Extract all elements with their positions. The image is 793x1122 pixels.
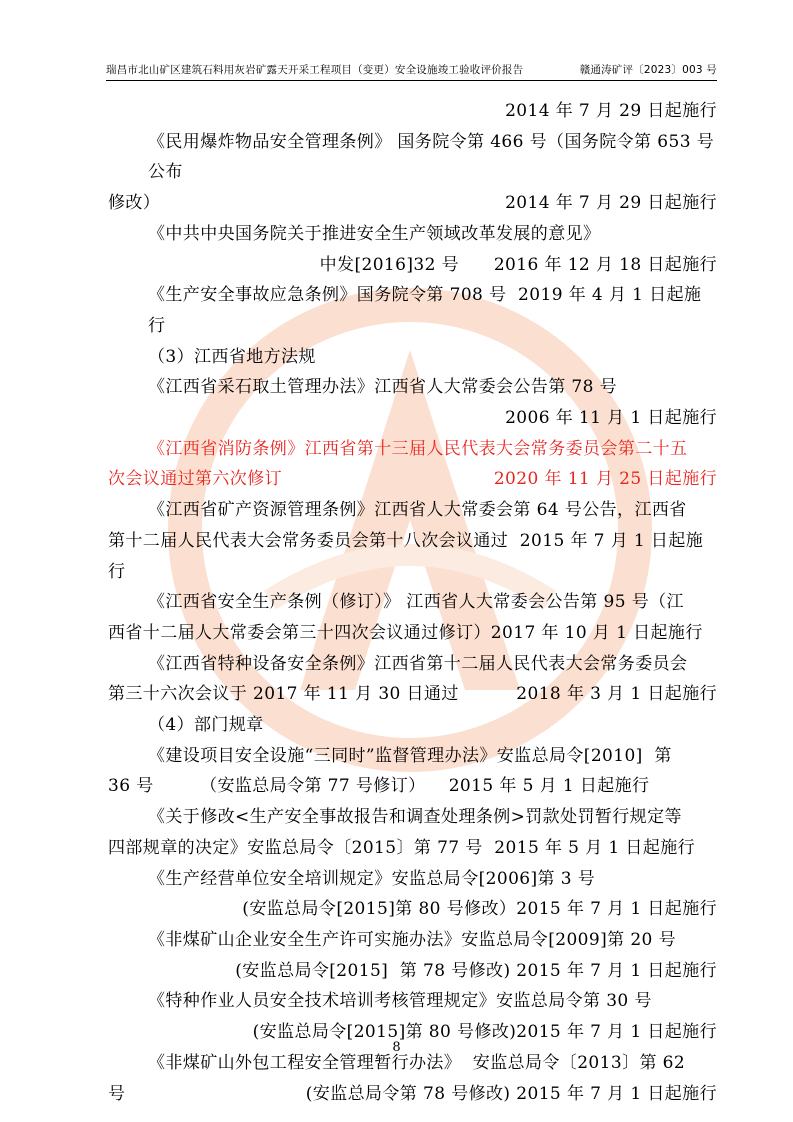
- body-line: 《特种作业人员安全技术培训考核管理规定》安监总局令第 30 号: [148, 991, 652, 1012]
- body-line: 《关于修改<生产安全事故报告和调查处理条例>罚款处罚暂行规定等: [148, 807, 682, 828]
- body-line: 《建设项目安全设施“三同时”监督管理办法》安监总局令[2010] 第: [148, 745, 672, 766]
- body-line: (安监总局令[2015]第 80 号修改)2015 年 7 月 1 日起施行: [252, 1022, 717, 1043]
- body-line: [108, 1079, 717, 1110]
- body-line: 《生产安全事故应急条例》国务院令第 708 号 2019 年 4 月 1 日起施行: [148, 285, 702, 336]
- body-line: [108, 679, 717, 710]
- body-line: (安监总局令[2015] 第 78 号修改) 2015 年 7 月 1 日起施行: [235, 960, 717, 981]
- body-line: 《非煤矿山外包工程安全管理暂行办法》 安监总局令〔2013〕第 62: [148, 1052, 686, 1073]
- body-line: 《江西省安全生产条例（修订）》 江西省人大常委会公告第 95 号（江: [148, 592, 684, 613]
- header-report-number: 赣通涛矿评〔2023〕003 号: [579, 64, 717, 76]
- body-line: [108, 188, 717, 219]
- header-report-title: 瑞昌市北山矿区建筑石料用灰岩矿露天开采工程项目（变更）安全设施竣工验收评价报告: [106, 64, 524, 76]
- body-line: 2014 年 7 月 29 日起施行: [505, 101, 717, 121]
- effective-date: 2014 年 7 月 29 日起施行: [505, 193, 717, 214]
- effective-date: 2018 年 3 月 1 日起施行: [516, 684, 717, 705]
- body-line: （4）部门规章: [148, 715, 264, 736]
- body-line: 《中共中央国务院关于推进安全生产领域改革发展的意见》: [148, 223, 601, 244]
- page-number: 8: [392, 1040, 401, 1055]
- body-line: (安监总局令[2015]第 80 号修改）2015 年 7 月 1 日起施行: [242, 899, 717, 920]
- effective-date: (安监总局令第 78 号修改) 2015 年 7 月 1 日起施行: [305, 1083, 717, 1104]
- effective-date: 2020 年 11 月 25 日起施行: [493, 469, 717, 490]
- body-line: 中发[2016]32 号 2016 年 12 月 18 日起施行: [319, 254, 717, 275]
- body-line: 第十二届人民代表大会常务委员会第十八次会议通过 2015 年 7 月 1 日起施行: [108, 530, 704, 582]
- body-line: 《民用爆炸物品安全管理条例》 国务院令第 466 号（国务院令第 653 号公布: [148, 131, 715, 183]
- regulations-list: [108, 96, 717, 1109]
- body-line: （3）江西省地方法规: [148, 346, 316, 367]
- body-line: 《生产经营单位安全培训规定》安监总局令[2006]第 3 号: [148, 868, 596, 889]
- body-line: 《非煤矿山企业安全生产许可实施办法》安监总局令[2009]第 20 号: [148, 929, 676, 950]
- body-line: 36 号 （安监总局令第 77 号修订） 2015 年 5 月 1 日起施行: [108, 776, 650, 797]
- page-header: [106, 62, 717, 81]
- body-line: 2006 年 11 月 1 日起施行: [505, 408, 717, 429]
- line-text: 号: [108, 1083, 126, 1104]
- body-line: 四部规章的决定》安监总局令〔2015〕第 77 号 2015 年 5 月 1 日起施行: [108, 837, 696, 858]
- body-line: 《江西省矿产资源管理条例》江西省人大常委会第 64 号公告，江西省: [148, 500, 687, 521]
- body-line: 《江西省消防条例》江西省第十三届人民代表大会常务委员会第二十五: [148, 438, 688, 459]
- line-text: 第三十六次会议于 2017 年 11 月 30 日通过: [108, 684, 459, 705]
- body-line: 《江西省特种设备安全条例》江西省第十二届人民代表大会常务委员会: [148, 653, 688, 674]
- body-line: 西省十二届人大常委会第三十四次会议通过修订）2017 年 10 月 1 日起施行: [108, 622, 703, 643]
- line-text: 次会议通过第六次修订: [108, 469, 282, 490]
- body-line: [108, 464, 717, 495]
- body-line: 《江西省采石取土管理办法》江西省人大常委会公告第 78 号: [148, 377, 618, 398]
- line-text: 修改）: [108, 193, 161, 214]
